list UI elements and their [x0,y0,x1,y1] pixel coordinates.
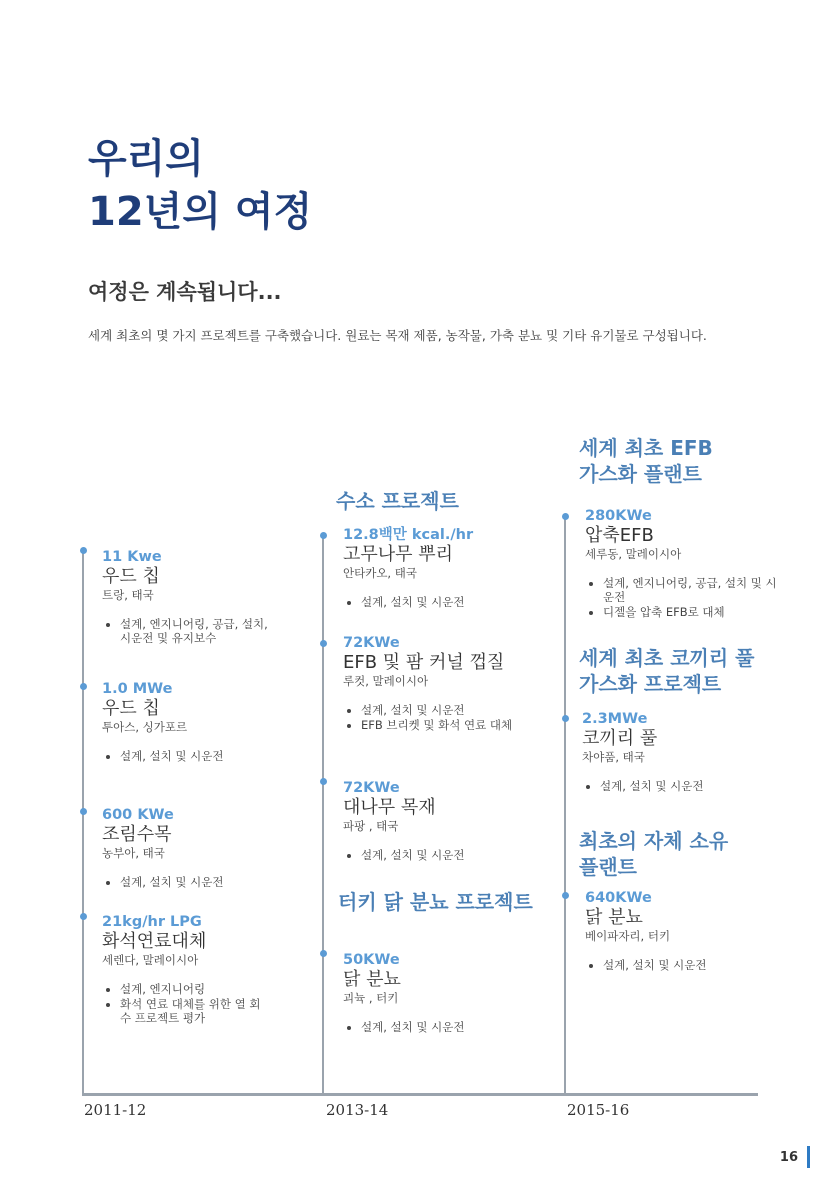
project-entry [585,889,785,973]
project-scope-item: • 설계, 설치 및 시운전 [361,848,563,862]
project-scope-item: • 설계, 설치 및 시운전 [120,749,322,763]
project-location: 차야품, 태국 [582,750,645,764]
project-scope-item: • 설계, 설치 및 시운전 [361,703,563,717]
project-name: 압축EFB [585,525,654,546]
project-scope-list [343,703,563,732]
project-entry [343,634,563,733]
timeline-dot [320,532,327,539]
project-scope-item: • EFB 브리켓 및 화석 연료 대체 [361,718,563,732]
timeline-dot [80,683,87,690]
project-name: 대나무 목재 [343,797,436,818]
project-location: 세렌다, 말레이시아 [102,953,199,967]
project-name: 고무나무 뿌리 [343,544,454,565]
timeline-line-3 [564,514,566,1094]
project-entry [582,710,782,794]
project-location: 트랑, 태국 [102,588,154,602]
section-heading: 수소 프로젝트 [336,489,459,513]
intro-paragraph: 세계 최초의 몇 가지 프로젝트를 구축했습니다. 원료는 목재 제품, 농작물, 가축 분뇨 및 기타 유기물로 구성됩니다. [88,328,707,343]
project-scope-item: • 화석 연료 대체를 위한 열 회수 프로젝트 평가 [120,997,270,1025]
project-capacity: 2.3MWe [582,711,648,727]
project-capacity: 72KWe [343,635,400,651]
project-scope-item: • 설계, 설치 및 시운전 [600,779,782,793]
project-entry [585,507,785,620]
project-name: EFB 및 팜 커널 껍질 [343,652,505,673]
project-scope-list [582,779,782,793]
project-capacity: 280KWe [585,508,652,524]
timeline-axis [82,1093,758,1096]
project-capacity: 12.8백만 kcal./hr [343,527,474,543]
project-scope-list [102,617,270,645]
project-entry [102,548,322,646]
section-heading [579,645,754,697]
year-label: 2011-12 [84,1101,147,1119]
project-name: 조림수목 [102,824,172,845]
section-heading-line: 가스화 프로젝트 [579,672,722,696]
project-location: 베이파자리, 터키 [585,929,671,943]
timeline-dot [562,715,569,722]
page-number: 16 [779,1150,798,1165]
project-name: 닭 분뇨 [343,969,401,990]
project-location: 안타카오, 태국 [343,566,417,580]
project-capacity: 21kg/hr LPG [102,914,202,930]
project-capacity: 72KWe [343,780,400,796]
year-label: 2013-14 [326,1101,389,1119]
project-scope-item: • 설계, 엔지니어링 [120,982,270,996]
section-heading [579,435,713,487]
project-entry [102,680,322,764]
section-heading [579,828,728,880]
page-title-line-2: 12년의 여정 [88,189,313,235]
project-capacity: 600 KWe [102,807,174,823]
section-heading-line: 플랜트 [579,855,637,879]
project-capacity: 1.0 MWe [102,681,173,697]
project-name: 닭 분뇨 [585,907,643,928]
project-scope-list [343,595,563,609]
subtitle: 여정은 계속됩니다... [88,280,282,304]
project-scope-list [102,875,322,889]
project-location: 세루동, 말레이시아 [585,547,682,561]
project-scope-list [585,958,785,972]
timeline-dot [80,913,87,920]
timeline-dot [80,808,87,815]
year-label: 2015-16 [567,1101,630,1119]
project-location: 투아스, 싱가포르 [102,720,188,734]
timeline-dot [562,892,569,899]
project-entry [102,913,322,1026]
project-scope-list [343,1020,563,1034]
project-scope-list [102,749,322,763]
page-number-bar [807,1146,810,1168]
project-scope-list [585,576,785,619]
section-heading-line: 가스화 플랜트 [579,462,702,486]
page-title-line-1: 우리의 [88,136,204,182]
project-entry [102,806,322,890]
project-scope-item: • 설계, 설치 및 시운전 [361,1020,563,1034]
project-location: 농부아, 태국 [102,846,165,860]
section-heading-line: 세계 최초 EFB [579,436,713,460]
project-entry [343,779,563,863]
project-name: 화석연료대체 [102,931,207,952]
project-scope-list [102,982,270,1025]
project-scope-item: • 설계, 설치 및 시운전 [603,958,785,972]
project-scope-item: • 설계, 설치 및 시운전 [120,875,322,889]
section-heading: 터키 닭 분뇨 프로젝트 [338,890,533,914]
project-name: 코끼리 풀 [582,728,658,749]
section-heading-line: 최초의 자체 소유 [579,829,729,853]
project-entry [343,526,563,610]
project-scope-item: • 설계, 엔지니어링, 공급, 설치, 시운전 및 유지보수 [120,617,270,645]
project-location: 괴뉵 , 터키 [343,991,399,1005]
project-location: 파팡 , 태국 [343,819,399,833]
timeline-line-2 [322,533,324,1094]
timeline-line-1 [82,548,84,1094]
timeline-dot [562,513,569,520]
project-scope-item: • 디젤을 압축 EFB로 대체 [603,605,785,619]
timeline-dot [320,778,327,785]
timeline-dot [80,547,87,554]
project-capacity: 640KWe [585,890,652,906]
project-name: 우드 칩 [102,566,160,587]
project-capacity: 11 Kwe [102,549,162,565]
project-scope-item: • 설계, 설치 및 시운전 [361,595,563,609]
project-location: 루컷, 말레이시아 [343,674,429,688]
project-scope-list [343,848,563,862]
project-entry [343,951,563,1035]
project-name: 우드 칩 [102,698,160,719]
section-heading-line: 세계 최초 코끼리 풀 [579,646,755,670]
project-scope-item: • 설계, 엔지니어링, 공급, 설치 및 시운전 [603,576,785,604]
project-capacity: 50KWe [343,952,400,968]
